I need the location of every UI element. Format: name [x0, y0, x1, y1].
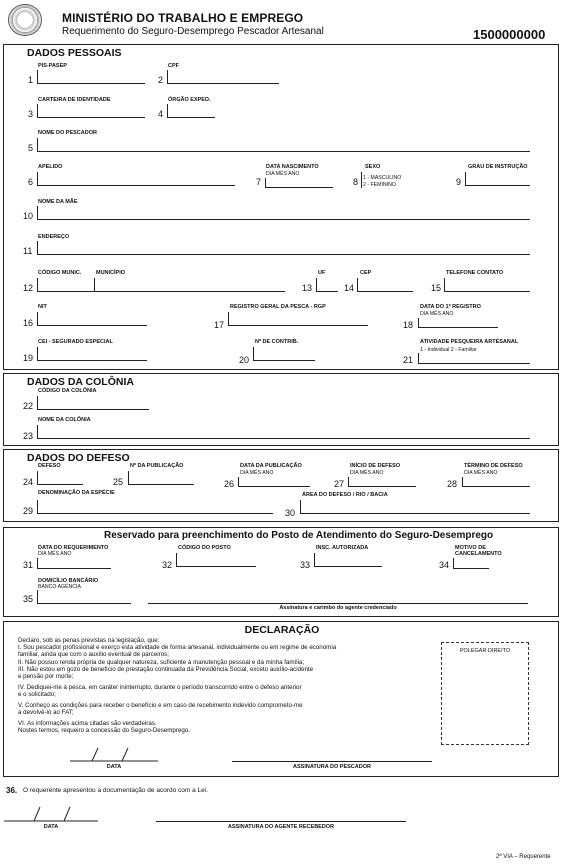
label-cpf: CPF: [168, 63, 179, 69]
data-requerimento-field[interactable]: [37, 558, 111, 569]
field-number: 13: [302, 283, 313, 293]
brasao-logo: [8, 4, 42, 36]
form-number: 1500000000: [473, 27, 546, 42]
rgp-field[interactable]: [228, 312, 368, 326]
label-apelido: APELIDO: [38, 164, 63, 170]
field-number: 32: [162, 560, 173, 570]
field-number: 2: [158, 75, 164, 85]
cei-segurado-field[interactable]: [37, 347, 147, 361]
area-defeso-field[interactable]: [300, 500, 530, 514]
sexo-field[interactable]: [361, 172, 362, 188]
field-number: 24: [23, 477, 34, 487]
field-number: 3: [28, 109, 34, 119]
label-data-recebimento: DATA: [43, 824, 59, 830]
telefone-contato-field[interactable]: [444, 278, 530, 292]
field-number: 11: [23, 246, 33, 256]
codigo-colonia-field[interactable]: [37, 396, 149, 410]
municipio-divider: [94, 278, 95, 292]
label-rgp: REGISTRO GERAL DA PESCA - RGP: [230, 304, 326, 310]
field-number: 14: [344, 283, 355, 293]
via-label: 2ª VIA – Requerente: [496, 854, 551, 860]
declaracao-line: e o solicitado;: [18, 691, 56, 698]
declaracao-line: a devolvê-lo ao FAT;: [18, 709, 74, 716]
label-nome-colonia: NOME DA COLÔNIA: [38, 417, 91, 423]
label-area-defeso: ÁREA DO DEFESO / RIO / BACIA: [302, 492, 388, 498]
label-polegar-direito: POLEGAR DIREITO: [459, 648, 511, 654]
field-number: 33: [300, 560, 311, 570]
label-insc-autorizada: INSC. AUTORIZADA: [316, 545, 369, 551]
field-number: 17: [214, 320, 225, 330]
label-banco-agencia: BANCO AGÊNCIA: [38, 584, 81, 590]
termino-defeso-field[interactable]: [462, 477, 530, 487]
section-title: Reservado para preenchimento do Posto de Atendimento do Seguro-Desemprego: [104, 530, 494, 541]
inicio-defeso-field[interactable]: [348, 477, 416, 487]
label-dia-mes-ano: DIA MÊS ANO: [464, 470, 498, 476]
section-title: DADOS PESSOAIS: [27, 47, 122, 59]
label-numero-publicacao: Nº DA PUBLICAÇÃO: [130, 463, 184, 469]
label-nit: NIT: [38, 304, 47, 310]
field-number: 4: [158, 109, 164, 119]
atividade-pesqueira-field[interactable]: [418, 353, 530, 364]
label-dia-mes-ano: DIA MÊS ANO: [266, 171, 300, 177]
field-number: 28: [447, 479, 458, 489]
orgao-exped-field[interactable]: [167, 104, 215, 118]
data-recebimento-field[interactable]: [4, 804, 100, 824]
label-nome-pescador: NOME DO PESCADOR: [38, 130, 97, 136]
label-dia-mes-ano: DIA MÊS ANO: [350, 470, 384, 476]
data-publicacao-field[interactable]: [238, 477, 310, 487]
label-uf: UF: [318, 270, 326, 276]
label-denominacao-especie: DENOMINAÇÃO DA ESPÉCIE: [38, 490, 115, 496]
label-assinatura-pescador: ASSINATURA DO PESCADOR: [293, 764, 371, 770]
field-number: 34: [439, 560, 450, 570]
field-number: 18: [403, 320, 414, 330]
label-termino-defeso: TÉRMINO DE DEFESO: [464, 463, 523, 469]
apelido-field[interactable]: [37, 172, 235, 186]
field-number: 19: [23, 353, 34, 363]
declaracao-line: I. Sou pescador profissional e exerço esta atividade de forma artesanal, individualmente ou em regime de economia: [18, 644, 337, 651]
ministry-title: MINISTÉRIO DO TRABALHO E EMPREGO: [62, 11, 304, 25]
label-sexo-masculino: 1 - MASCULINO: [363, 175, 402, 181]
nome-colonia-field[interactable]: [37, 425, 530, 439]
item-36-number: 36.: [6, 786, 18, 795]
declaracao-line: V. Conheço as condições para receber o benefício e em caso de recebimento indevido comprometo-me: [18, 702, 303, 709]
label-endereco: ENDEREÇO: [38, 234, 70, 240]
label-inicio-defeso: INÍCIO DE DEFESO: [350, 463, 401, 469]
field-number: 29: [23, 506, 34, 516]
label-grau-instrucao: GRAU DE INSTRUÇÃO: [468, 164, 528, 170]
label-dia-mes-ano: DIA MÊS ANO: [420, 311, 454, 317]
polegar-direito-box[interactable]: [441, 642, 529, 745]
field-number: 25: [113, 477, 124, 487]
field-number: 8: [353, 177, 359, 187]
label-telefone-contato: TELEFONE CONTATO: [446, 270, 504, 276]
nome-mae-field[interactable]: [37, 206, 530, 220]
nome-pescador-field[interactable]: [37, 138, 530, 152]
label-data-primeiro-registro: DATA DO 1º REGISTRO: [420, 304, 481, 310]
label-codigo-colonia: CÓDIGO DA COLÔNIA: [38, 388, 97, 394]
data-nascimento-field[interactable]: [265, 178, 333, 188]
field-number: 5: [28, 143, 34, 153]
label-dia-mes-ano: DIA MÊS ANO: [240, 470, 274, 476]
label-codigo-posto: CÓDIGO DO POSTO: [178, 545, 231, 551]
field-number: 9: [456, 177, 462, 187]
uf-field[interactable]: [316, 278, 338, 292]
assinatura-pescador-line[interactable]: [232, 761, 432, 762]
field-number: 27: [334, 479, 345, 489]
numero-publicacao-field[interactable]: [128, 471, 194, 485]
label-cei-segurado: CEI - SEGURADO ESPECIAL: [38, 339, 113, 345]
declaracao-line: Declaro, sob as penas previstas na legislação, que:: [18, 637, 160, 644]
label-data-requerimento: DATA DO REQUERIMENTO: [38, 545, 109, 551]
nit-field[interactable]: [37, 312, 147, 326]
declaracao-line: III. Não estou em gozo de benefício de prestação continuada da Previdência Social, exceto auxílio-acidente: [18, 666, 314, 673]
assinatura-agente-line[interactable]: [148, 603, 528, 604]
section-title: DADOS DO DEFESO: [27, 452, 130, 464]
label-atividade-pesqueira: ATIVIDADE PESQUEIRA ARTESANAL: [420, 339, 519, 345]
field-number: 31: [23, 560, 34, 570]
declaracao-line: IV. Dediquei-me à pesca, em caráter ininterrupto, durante o período transcorrido entre o defeso anterior: [18, 684, 302, 691]
field-number: 12: [23, 283, 34, 293]
field-number: 15: [431, 283, 442, 293]
field-number: 6: [28, 177, 34, 187]
label-data-publicacao: DATA DA PUBLICAÇÃO: [240, 463, 302, 469]
label-sexo-feminino: 2 - FEMININO: [363, 182, 396, 188]
data-primeiro-registro-field[interactable]: [418, 318, 498, 328]
insc-autorizada-field[interactable]: [314, 553, 382, 567]
label-atividade-opcoes: 1 - Individual 2 - Familiar: [420, 347, 477, 353]
field-number: 20: [239, 355, 250, 365]
item-36-text: O requerente apresentou a documentação de acordo com a Lei.: [23, 787, 209, 794]
field-number: 35: [23, 594, 34, 604]
label-numero-contrib: Nº DE CONTRIB.: [255, 339, 299, 345]
label-data-nascimento: DATA NASCIMENTO: [266, 164, 319, 170]
field-number: 21: [403, 355, 414, 365]
carteira-identidade-field[interactable]: [37, 104, 145, 118]
label-assinatura-recebedor: ASSINATURA DO AGENTE RECEBEDOR: [227, 824, 335, 830]
declaracao-line: VI. As informações acima citadas são verdadeiras.: [18, 720, 157, 727]
declaracao-line: familiar, ainda que com o auxílio eventual de parceiros;: [18, 651, 169, 658]
cpf-field[interactable]: [167, 70, 279, 84]
assinatura-recebedor-line[interactable]: [156, 821, 406, 822]
field-number: 7: [256, 177, 262, 187]
field-number: 16: [23, 318, 34, 328]
label-orgao-exped: ÓRGÃO EXPED.: [168, 97, 211, 103]
label-domicilio-bancario: DOMICÍLIO BANCÁRIO: [38, 578, 99, 584]
section-title: DADOS DA COLÔNIA: [27, 376, 134, 388]
declaracao-line: Nostes termos, requeiro a concessão do Seguro-Desemprego.: [18, 727, 190, 734]
label-nome-mae: NOME DA MÃE: [38, 199, 78, 205]
label-motivo: MOTIVO DE: [455, 545, 486, 551]
form-subtitle: Requerimento do Seguro-Desemprego Pescador Artesanal: [62, 26, 324, 37]
grau-instrucao-field[interactable]: [465, 172, 530, 186]
field-number: 22: [23, 401, 34, 411]
label-cancelamento: CANCELAMENTO: [455, 551, 502, 557]
label-pis-pasep: PIS-PASEP: [38, 63, 67, 69]
cep-field[interactable]: [357, 278, 413, 292]
motivo-cancelamento-field[interactable]: [453, 558, 489, 569]
label-defeso: DEFESO: [38, 463, 61, 469]
numero-contrib-field[interactable]: [253, 347, 315, 361]
declaracao-line: e pensão por morte;: [18, 673, 74, 680]
label-data-declaracao: DATA: [106, 764, 122, 770]
municipio-field[interactable]: [37, 278, 285, 292]
declaracao-line: II. Não possuo renda própria de qualquer natureza, suficiente à manutenção pessoal e da minha família;: [18, 659, 305, 666]
denominacao-especie-field[interactable]: [37, 500, 273, 514]
label-assinatura-agente: Assinatura e carimbo do agente credenciado: [279, 605, 397, 611]
label-codigo-municipio: CÓDIGO MUNIC.: [38, 270, 82, 276]
field-number: 1: [28, 75, 34, 85]
defeso-field[interactable]: [37, 471, 83, 485]
field-number: 10: [23, 211, 34, 221]
label-cep: CEP: [360, 270, 372, 276]
label-sexo: SEXO: [365, 164, 381, 170]
label-carteira-identidade: CARTEIRA DE IDENTIDADE: [38, 97, 111, 103]
label-dia-mes-ano: DIA MÊS ANO: [38, 551, 72, 557]
endereco-field[interactable]: [37, 241, 530, 255]
section-title: DECLARAÇÃO: [244, 624, 320, 636]
field-number: 30: [285, 508, 296, 518]
domicilio-bancario-field[interactable]: [37, 590, 131, 604]
field-number: 26: [224, 479, 235, 489]
codigo-posto-field[interactable]: [176, 553, 256, 567]
data-declaracao-field[interactable]: [70, 744, 160, 764]
pis-pasep-field[interactable]: [37, 70, 145, 84]
label-municipio: MUNICÍPIO: [96, 270, 126, 276]
field-number: 23: [23, 431, 34, 441]
